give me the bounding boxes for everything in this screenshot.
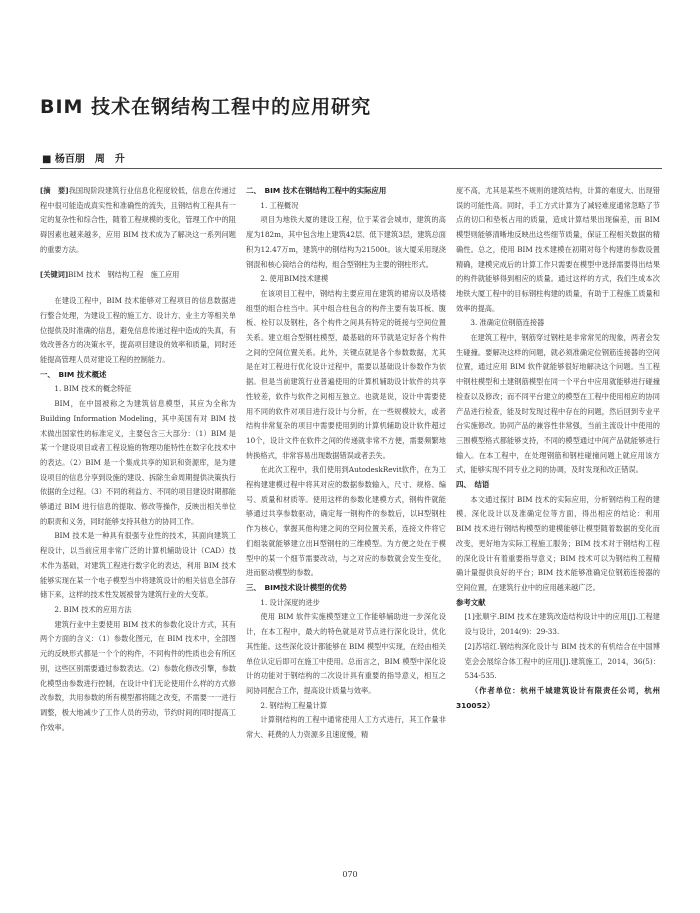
body-paragraph: 本文通过探讨 BIM 技术的实际应用，分析钢结构工程的建模、深化设计以及准确定位等方面，得出相应的结论：利用 BIM 技术进行钢结构模型的建模能够让模型随着数据的变化而改变，更好地为实际工程施工服务；BIM 技术对于钢结构工程的深化设计有着重要指导意义；BIM 技术可以为钢结构工程精确计量提供良好的平台；BIM 技术能够准确定位钢筋连接器的空间位置，在建筑行业中的应用越来越广泛。 — [456, 494, 660, 592]
body-paragraph: 在该项目工程中，钢结构主要应用在建筑的裙房以及塔楼组型的组合柱当中。其中组合柱包含的构件主要有装耳板、腹板、栓钉以及钢柱，各个构件之间具有特定的链接与空间位置关系。建立组合型钢柱模型，最基础的环节就是定好各个构件之间的空间位置关系。此外，关键点就是各个参数数据，尤其是在对工程进行优化设计过程中，需要以基础设计参数作为依据。但是当前建筑行业普遍使用的计算机辅助设计软件的共享性较差，软件与软件之间相互独立。也就是说，设计中需要使用不同的软件对项目进行设计与分析，在一些规模较大，或者结构非常复杂的项目中需要使用到的计算机辅助设计软件超过10个，设计文件在软件之间的传递就非常不方便，需要频繁地转换格式，非常容易出现数据错误或者丢失。 — [246, 288, 446, 460]
column-1 — [40, 184, 236, 735]
body-paragraph: BIM，在中国被称之为建筑信息模型，其应为全称为 Building Information Modeling，其中美国有对 BIM 技术做出国家性的标准定义，主要包含三大部分：（1）BIM 是某一个建设项目或者工程设施的物理功能特性在数字化技术中的表达。（2）BIM 是一个集成共享的知识和资源库，是为建设项目的信息分享到设施的建设、拆除生命周期提供决策执行依据的全过程。（3）不同的利益方、不同的项目建设时期都能够通过 BIM 进行信息的提取、修改等操作，反映出相关单位的职责和义务，同时能够支持其他方的协同工作。 — [40, 399, 236, 526]
column-2 — [246, 184, 446, 743]
section-heading-2: 二、 BIM 技术在钢结构工程中的实际应用 — [246, 186, 387, 195]
reference-item: [1]张顺宇.BIM 技术在建筑改造结构设计中的应用[J].工程建设与设计，2014(9)：29-33. — [464, 612, 660, 637]
reference-item: [2]苏培红.钢结构深化设计与 BIM 技术的有机结合在中国博览会会展综合体工程中的应用[J].建筑施工，2014，36(5)：534-535. — [464, 641, 660, 681]
body-paragraph: 在建筑工程中，钢筋穿过钢柱是非常常见的现象，两者会发生碰撞。要解决这样的问题，就必须准确定位钢筋连接器的空间位置，通过应用 BIM 软件就能够很好地解决这个问题。当工程中钢柱模型和土建钢筋模型在同一个平台中应用就能够进行碰撞检查以及修改；而不同平台建立的模型在工程中使用相应的协同产品进行检查，能及时发现过程中存在的问题，然后回到专业平台实施修改。协同产品的兼容性非常强，当前主流设计中使用的三围模型格式都能够支持，不同的模型通过中间产品就能够进行输入。在本工程中，在处理钢筋和钢柱碰撞问题上就应用该方式，能够实现不同专业之间的协调，及时发现和改正错误。 — [456, 333, 660, 475]
body-paragraph: 计算钢结构的工程中通常使用人工方式进行，其工作量非常大、耗费的人力资源多且速度慢，精 — [246, 715, 446, 740]
author-affiliation: （作者单位：杭州千城建筑设计有限责任公司，杭州 310052） — [456, 685, 660, 710]
body-paragraph: 在此次工程中，我们使用到AutodeskRevit软件，在为工程构建建模过程中将其对应的数据参数输入，尺寸、规格、编号、质量和材质等。使用这样的参数化建模方式，钢构件就能够通过共享参数驱动，确定每一钢构件的参数后，以H型钢柱作为核心，掌握其他构建之间的空间位置关系，连接文件将它们组装就能够建立出H型钢柱的三维模型。为方便之处在于模型中的某一个细节需要改动，与之对应的参数就会发生变化，进而驱动模型的参数。 — [246, 465, 446, 578]
body-paragraph: 使用 BIM 软件实施模型建立工作能够辅助进一步深化设计，在本工程中，最大的特色就是对节点进行深化设计，优化其性能。这些深化设计都能够在 BIM 模型中实现，在经由相关单位认定后即可在施工中使用。总而言之，BIM 模型中深化设计的功能对于钢结构的二次设计具有重要的指导意义，相互之间协同配合工作，提高设计质量与效率。 — [246, 612, 446, 695]
keywords-text: BIM 技术 钢结构工程 施工应用 — [68, 269, 180, 279]
article-title: BIM 技术在钢结构工程中的应用研究 — [40, 96, 372, 118]
subsection-heading-3-3: 3. 准确定位钢筋连接器 — [470, 318, 545, 328]
body-paragraph: 度不高，尤其是某些不规则的建筑结构，计算的难度大、出现错误的可能性高。同时，手工方式计算为了减轻难度通常忽略了节点的切口和垫板占用的质量，造成计算结果出现偏差，而 BIM 模型则能够清晰地反映出这些细节质量，保证工程相关数据的精确性。总之，使用 BIM 技术建模在初期对每个构建的参数设置精确，建模完成后的计算工作只需要在模型中选择需要得出结果的构件就能够得到相应的质量。通过这样的方式，我们生成本次地铁大厦工程中的目标钢柱构建的质量，有助于工程施工质量和效率的提高。 — [456, 186, 660, 313]
subsection-heading-3-1: 1. 设计深度的进步 — [260, 597, 320, 607]
body-paragraph: BIM 技术是一种具有很强专业性的技术，其面向建筑工程设计，以当前应用非常广泛的计算机辅助设计（CAD）技术作为基础，对建筑工程进行数字化的表达，利用 BIM 技术能够实现在某一个电子模型当中将建筑设计的相关信息全部存储下来，这样的技术性发展被誉为建筑行业的大变革。 — [40, 531, 236, 600]
subsection-heading-2-2: 2. 使用BIM技术建模 — [260, 274, 329, 284]
abstract — [40, 184, 236, 258]
abstract-label: [摘 要] — [40, 186, 69, 195]
references-heading: 参考文献 — [456, 597, 486, 607]
abstract-text: 我国现阶段建筑行业信息化程度较低，信息在传递过程中很可能造成真实性和准确性的流失，且钢结构工程具有一定的复杂性和综合性，随着工程规模的变化，管理工作中的阻碍因素也越来越多，应用 BIM 技术成为了解决这一系列问题的重要方法。 — [40, 186, 236, 254]
section-heading-3: 三、 BIM技术设计模型的优势 — [246, 582, 347, 592]
intro-paragraph: 在建设工程中，BIM 技术能够对工程项目的信息数据进行整合处理，为建设工程的施工方、设计方、业主方等相关单位提供及时准确的信息，避免信息传递过程中造成的失真，有效改善各方的决策水平，提高项目建设的效率和质量，同时还能提高管理人员对建设工程的控制能力。 — [40, 296, 236, 365]
section-heading-4: 四、 结语 — [456, 480, 490, 490]
keywords — [40, 268, 236, 283]
keywords-label: [关键词] — [40, 269, 69, 279]
subsection-heading-1-2: 2. BIM 技术的应用方法 — [54, 604, 132, 614]
section-heading-1: 一、 BIM 技术概述 — [40, 369, 107, 379]
subsection-heading-2-1: 1. 工程概况 — [260, 200, 299, 210]
page-number: 070 — [342, 870, 358, 879]
subsection-heading-3-2: 2. 钢结构工程量计算 — [260, 700, 328, 710]
body-paragraph: 项目为地铁大厦的建设工程，位于某省会城市，建筑的高度为182m，其中包含地上建筑42层、低下建筑3层，建筑总面积为12.47万m，建筑中的钢结构为21500t。该大厦采用现浇钢混和核心筒结合的结构，组合型钢柱为主要的钢柱形式。 — [246, 215, 446, 269]
author-line: ■ 杨百朋 周 升 — [42, 154, 125, 165]
body-paragraph: 建筑行业中主要使用 BIM 技术的参数化设计方式，其有两个方面的含义：（1）参数化图元，在 BIM 技术中，全部图元的反映形式都是一个个的构件，不同构件的性质也会有所区别，这些区别需要通过参数表达。（2）参数化修改引擎，参数化模型由参数进行控制，在设计中们无论使用什么样的方式修改参数，共用参数的所有模型都将随之改变，不需要一一进行调整，极大地减少了工作人员的劳动，节约时间的同时提高工作效率。 — [40, 619, 236, 732]
subsection-heading-1-1: 1. BIM 技术的概念特征 — [54, 384, 132, 394]
header-divider — [40, 168, 662, 169]
column-3 — [456, 184, 660, 713]
